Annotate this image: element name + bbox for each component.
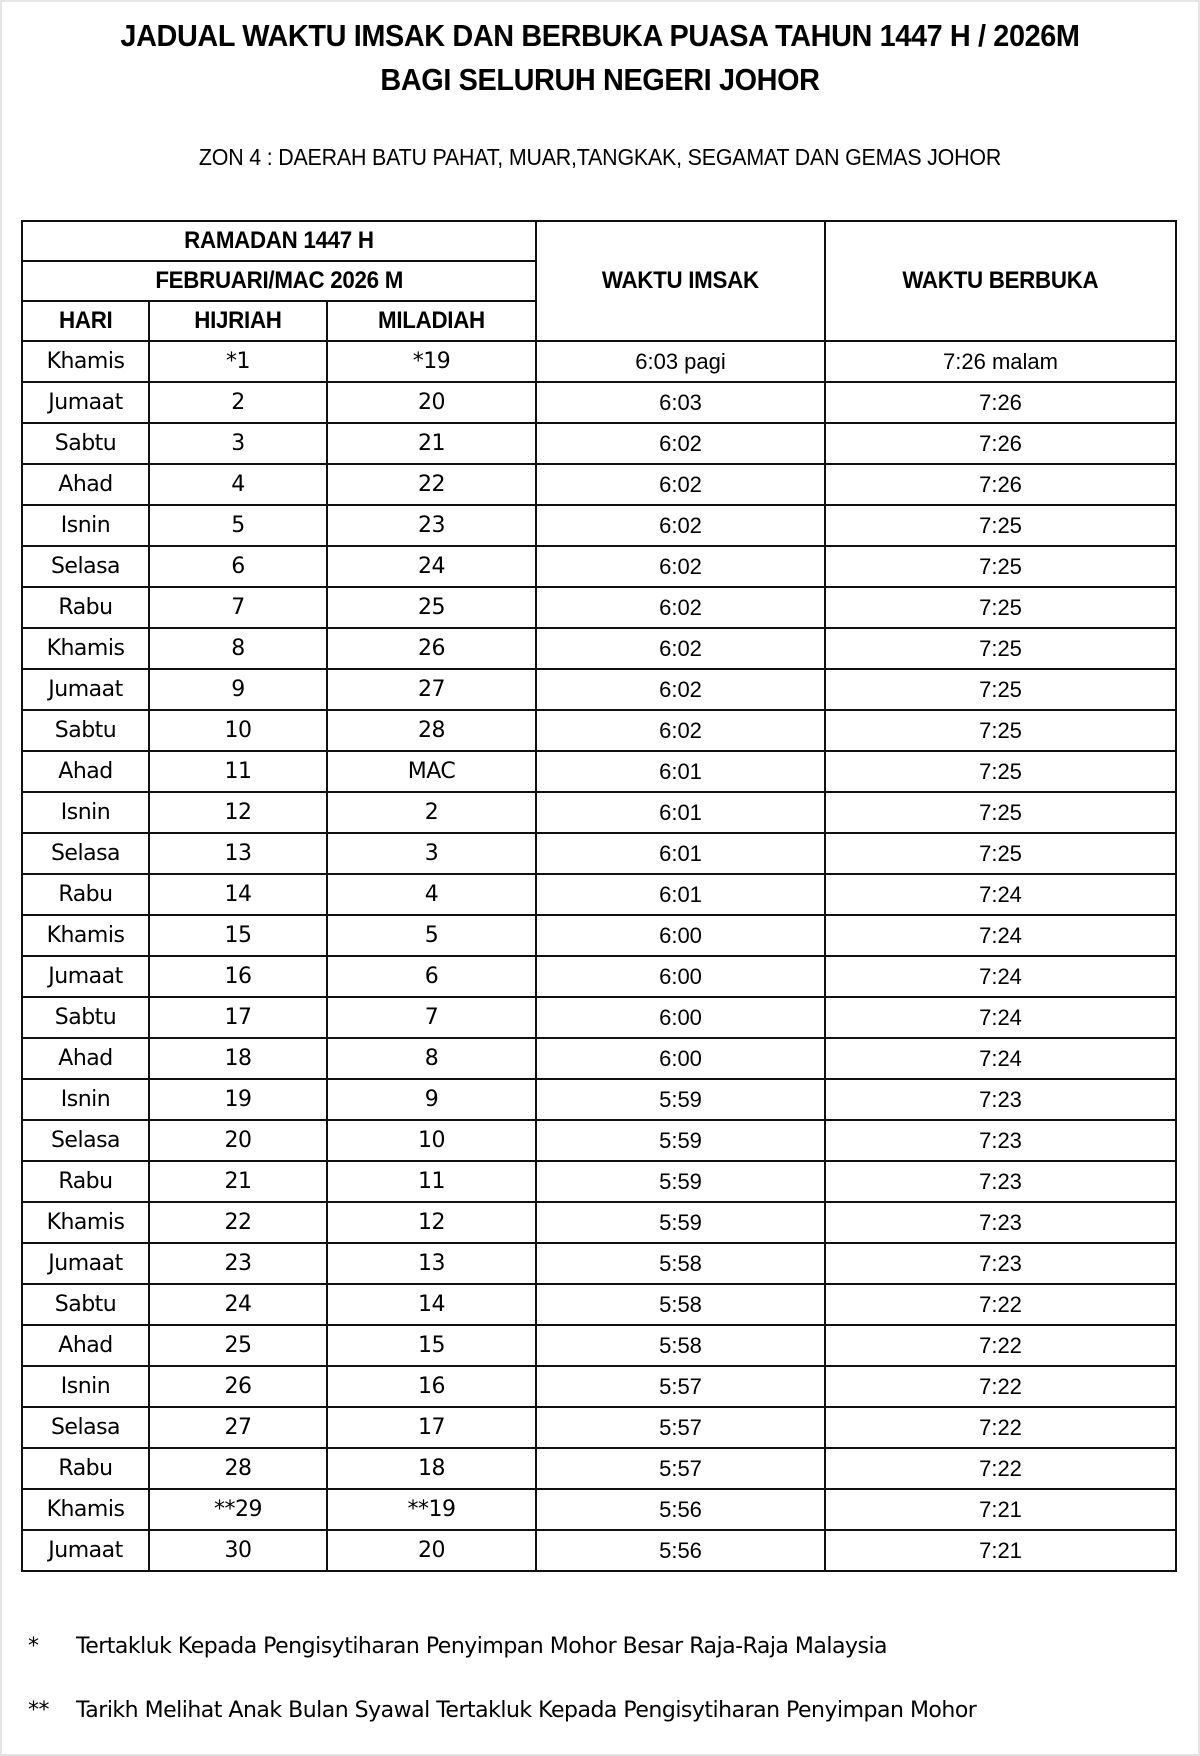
hijri-date-cell: 9 (149, 669, 327, 710)
table-row (22, 792, 1176, 833)
table-row (22, 1530, 1176, 1571)
table-row (22, 874, 1176, 915)
berbuka-time-cell: 7:25 (825, 751, 1176, 792)
gregorian-date-cell: 2 (327, 792, 536, 833)
berbuka-time-cell: 7:24 (825, 956, 1176, 997)
gregorian-date-cell: 3 (327, 833, 536, 874)
gregorian-date-cell: 23 (327, 505, 536, 546)
table-row (22, 1243, 1176, 1284)
berbuka-time-cell: 7:26 malam (825, 341, 1176, 382)
table-row (22, 956, 1176, 997)
imsak-time-cell: 5:56 (536, 1489, 825, 1530)
hijri-date-cell: 7 (149, 587, 327, 628)
imsak-time-cell: 6:02 (536, 505, 825, 546)
day-cell: Jumaat (22, 1530, 149, 1571)
gregorian-date-cell: 26 (327, 628, 536, 669)
gregorian-date-cell: 12 (327, 1202, 536, 1243)
imsak-time-cell: 6:00 (536, 1038, 825, 1079)
table-row (22, 833, 1176, 874)
gregorian-date-cell: 22 (327, 464, 536, 505)
table-row (22, 1366, 1176, 1407)
imsak-time-cell: 6:02 (536, 464, 825, 505)
imsak-time-cell: 5:57 (536, 1366, 825, 1407)
footnote-mark: * (28, 1634, 39, 1659)
gregorian-date-cell: 9 (327, 1079, 536, 1120)
hijri-date-cell: 21 (149, 1161, 327, 1202)
day-cell: Sabtu (22, 1284, 149, 1325)
day-cell: Khamis (22, 1489, 149, 1530)
day-cell: Sabtu (22, 423, 149, 464)
hijri-date-cell: 4 (149, 464, 327, 505)
hijri-date-cell: 23 (149, 1243, 327, 1284)
gregorian-date-cell: 20 (327, 382, 536, 423)
gregorian-date-cell: 20 (327, 1530, 536, 1571)
gregorian-date-cell: 5 (327, 915, 536, 956)
table-row (22, 751, 1176, 792)
berbuka-time-cell: 7:25 (825, 792, 1176, 833)
hijri-date-cell: 14 (149, 874, 327, 915)
imsak-time-cell: 5:56 (536, 1530, 825, 1571)
hijri-date-cell: 30 (149, 1530, 327, 1571)
gregorian-date-cell: 18 (327, 1448, 536, 1489)
gregorian-date-cell: 17 (327, 1407, 536, 1448)
imsak-time-cell: 6:02 (536, 710, 825, 751)
page-title: JADUAL WAKTU IMSAK DAN BERBUKA PUASA TAHUN 1447 H / 2026M (120, 18, 1080, 53)
day-cell: Khamis (22, 1202, 149, 1243)
hijri-date-cell: 16 (149, 956, 327, 997)
table-row (22, 669, 1176, 710)
table-row (22, 464, 1176, 505)
table-row (22, 710, 1176, 751)
imsak-time-cell: 6:01 (536, 833, 825, 874)
imsak-time-cell: 6:02 (536, 423, 825, 464)
berbuka-time-cell: 7:23 (825, 1120, 1176, 1161)
hijri-date-cell: 18 (149, 1038, 327, 1079)
imsak-column-header: WAKTU IMSAK (536, 221, 825, 341)
berbuka-time-cell: 7:25 (825, 669, 1176, 710)
berbuka-time-cell: 7:23 (825, 1161, 1176, 1202)
berbuka-time-cell: 7:22 (825, 1448, 1176, 1489)
footnote-text: Tertakluk Kepada Pengisytiharan Penyimpan Mohor Besar Raja-Raja Malaysia (76, 1634, 888, 1659)
gregorian-date-cell: 7 (327, 997, 536, 1038)
berbuka-time-cell: 7:25 (825, 710, 1176, 751)
day-cell: Khamis (22, 628, 149, 669)
day-cell: Selasa (22, 1120, 149, 1161)
gregorian-date-cell: 14 (327, 1284, 536, 1325)
gregorian-date-cell: *19 (327, 341, 536, 382)
day-cell: Jumaat (22, 382, 149, 423)
hijri-date-cell: 5 (149, 505, 327, 546)
imsak-time-cell: 6:02 (536, 669, 825, 710)
day-cell: Sabtu (22, 997, 149, 1038)
hijri-date-cell: 17 (149, 997, 327, 1038)
gregorian-date-cell: 8 (327, 1038, 536, 1079)
imsak-time-cell: 6:01 (536, 874, 825, 915)
day-cell: Isnin (22, 505, 149, 546)
berbuka-time-cell: 7:25 (825, 628, 1176, 669)
hijri-date-cell: 2 (149, 382, 327, 423)
gregorian-date-cell: 25 (327, 587, 536, 628)
day-cell: Khamis (22, 341, 149, 382)
imsak-time-cell: 5:58 (536, 1284, 825, 1325)
page-title-line-2: BAGI SELURUH NEGERI JOHOR (380, 62, 820, 97)
berbuka-time-cell: 7:24 (825, 874, 1176, 915)
day-cell: Isnin (22, 1366, 149, 1407)
imsak-time-cell: 6:00 (536, 997, 825, 1038)
imsak-time-cell: 6:00 (536, 956, 825, 997)
hijri-date-cell: 3 (149, 423, 327, 464)
hijri-date-cell: 10 (149, 710, 327, 751)
berbuka-time-cell: 7:22 (825, 1366, 1176, 1407)
day-cell: Rabu (22, 587, 149, 628)
table-row (22, 1161, 1176, 1202)
berbuka-time-cell: 7:25 (825, 505, 1176, 546)
gregorian-date-cell: 4 (327, 874, 536, 915)
header-row-1 (22, 221, 1176, 261)
day-cell: Sabtu (22, 710, 149, 751)
hijri-date-cell: 15 (149, 915, 327, 956)
day-cell: Selasa (22, 546, 149, 587)
gregorian-date-cell: 28 (327, 710, 536, 751)
gregorian-date-cell: 11 (327, 1161, 536, 1202)
imsak-time-cell: 6:01 (536, 751, 825, 792)
gregorian-date-cell: 21 (327, 423, 536, 464)
hijri-date-cell: 12 (149, 792, 327, 833)
day-cell: Ahad (22, 751, 149, 792)
table-row (22, 382, 1176, 423)
miladiah-column-header: MILADIAH (327, 301, 536, 341)
gregorian-date-cell: 13 (327, 1243, 536, 1284)
footnote-text: Tarikh Melihat Anak Bulan Syawal Tertakluk Kepada Pengisytiharan Penyimpan Mohor (76, 1698, 977, 1723)
day-cell: Rabu (22, 874, 149, 915)
hijri-date-cell: 20 (149, 1120, 327, 1161)
hijri-date-cell: 24 (149, 1284, 327, 1325)
imsak-time-cell: 5:58 (536, 1325, 825, 1366)
berbuka-time-cell: 7:24 (825, 1038, 1176, 1079)
berbuka-time-cell: 7:25 (825, 587, 1176, 628)
berbuka-column-header: WAKTU BERBUKA (825, 221, 1176, 341)
day-cell: Ahad (22, 1038, 149, 1079)
schedule-table (21, 220, 1177, 1572)
hijri-date-cell: 27 (149, 1407, 327, 1448)
hijri-date-cell: 6 (149, 546, 327, 587)
day-cell: Ahad (22, 1325, 149, 1366)
gregorian-date-cell: 27 (327, 669, 536, 710)
berbuka-time-cell: 7:26 (825, 464, 1176, 505)
berbuka-time-cell: 7:23 (825, 1079, 1176, 1120)
hijri-date-cell: **29 (149, 1489, 327, 1530)
table-row (22, 915, 1176, 956)
imsak-time-cell: 5:58 (536, 1243, 825, 1284)
hari-column-header: HARI (22, 301, 149, 341)
berbuka-time-cell: 7:22 (825, 1325, 1176, 1366)
day-cell: Selasa (22, 1407, 149, 1448)
hijri-date-cell: 26 (149, 1366, 327, 1407)
day-cell: Rabu (22, 1161, 149, 1202)
hijri-date-cell: *1 (149, 341, 327, 382)
berbuka-time-cell: 7:21 (825, 1530, 1176, 1571)
imsak-time-cell: 6:00 (536, 915, 825, 956)
day-cell: Isnin (22, 1079, 149, 1120)
day-cell: Jumaat (22, 1243, 149, 1284)
gregorian-date-cell: **19 (327, 1489, 536, 1530)
imsak-time-cell: 5:59 (536, 1161, 825, 1202)
berbuka-time-cell: 7:24 (825, 997, 1176, 1038)
day-cell: Rabu (22, 1448, 149, 1489)
berbuka-time-cell: 7:26 (825, 382, 1176, 423)
hijri-date-cell: 11 (149, 751, 327, 792)
table-row (22, 505, 1176, 546)
hijri-date-cell: 28 (149, 1448, 327, 1489)
berbuka-time-cell: 7:22 (825, 1407, 1176, 1448)
berbuka-time-cell: 7:23 (825, 1243, 1176, 1284)
table-row (22, 546, 1176, 587)
imsak-time-cell: 6:03 pagi (536, 341, 825, 382)
berbuka-time-cell: 7:25 (825, 546, 1176, 587)
gregorian-date-cell: 15 (327, 1325, 536, 1366)
imsak-time-cell: 6:02 (536, 587, 825, 628)
imsak-time-cell: 6:03 (536, 382, 825, 423)
day-cell: Khamis (22, 915, 149, 956)
gregorian-date-cell: 16 (327, 1366, 536, 1407)
hijri-date-cell: 19 (149, 1079, 327, 1120)
table-row (22, 1038, 1176, 1079)
table-header (22, 221, 1176, 341)
berbuka-time-cell: 7:25 (825, 833, 1176, 874)
table-row (22, 1325, 1176, 1366)
gregorian-date-cell: 24 (327, 546, 536, 587)
hijri-date-cell: 8 (149, 628, 327, 669)
imsak-time-cell: 5:59 (536, 1202, 825, 1243)
table-row (22, 1489, 1176, 1530)
hijriah-column-header: HIJRIAH (149, 301, 327, 341)
table-row (22, 1284, 1176, 1325)
table-row (22, 1407, 1176, 1448)
footnote-2 (28, 1698, 976, 1723)
imsak-time-cell: 5:59 (536, 1120, 825, 1161)
table-row (22, 587, 1176, 628)
day-cell: Isnin (22, 792, 149, 833)
imsak-time-cell: 5:57 (536, 1448, 825, 1489)
table-row (22, 1120, 1176, 1161)
table-row (22, 1079, 1176, 1120)
table-row (22, 628, 1176, 669)
berbuka-time-cell: 7:21 (825, 1489, 1176, 1530)
berbuka-time-cell: 7:23 (825, 1202, 1176, 1243)
hijri-date-cell: 22 (149, 1202, 327, 1243)
berbuka-time-cell: 7:26 (825, 423, 1176, 464)
day-cell: Jumaat (22, 669, 149, 710)
zone-subtitle: ZON 4 : DAERAH BATU PAHAT, MUAR,TANGKAK, SEGAMAT DAN GEMAS JOHOR (198, 144, 1002, 170)
berbuka-time-cell: 7:22 (825, 1284, 1176, 1325)
imsak-time-cell: 6:02 (536, 546, 825, 587)
hijri-date-cell: 25 (149, 1325, 327, 1366)
hijri-date-cell: 13 (149, 833, 327, 874)
berbuka-time-cell: 7:24 (825, 915, 1176, 956)
ramadan-header: RAMADAN 1447 H (22, 221, 536, 261)
footnote-mark: ** (28, 1698, 49, 1723)
table-row (22, 1202, 1176, 1243)
table-row (22, 341, 1176, 382)
imsak-time-cell: 5:57 (536, 1407, 825, 1448)
day-cell: Jumaat (22, 956, 149, 997)
gregorian-date-cell: 6 (327, 956, 536, 997)
table-row (22, 1448, 1176, 1489)
month-header: FEBRUARI/MAC 2026 M (22, 261, 536, 301)
gregorian-date-cell: 10 (327, 1120, 536, 1161)
day-cell: Selasa (22, 833, 149, 874)
footnote-1 (28, 1634, 887, 1659)
day-cell: Ahad (22, 464, 149, 505)
gregorian-date-cell: MAC (327, 751, 536, 792)
imsak-time-cell: 6:01 (536, 792, 825, 833)
table-row (22, 997, 1176, 1038)
imsak-time-cell: 5:59 (536, 1079, 825, 1120)
imsak-time-cell: 6:02 (536, 628, 825, 669)
table-row (22, 423, 1176, 464)
table-body (22, 341, 1176, 1571)
